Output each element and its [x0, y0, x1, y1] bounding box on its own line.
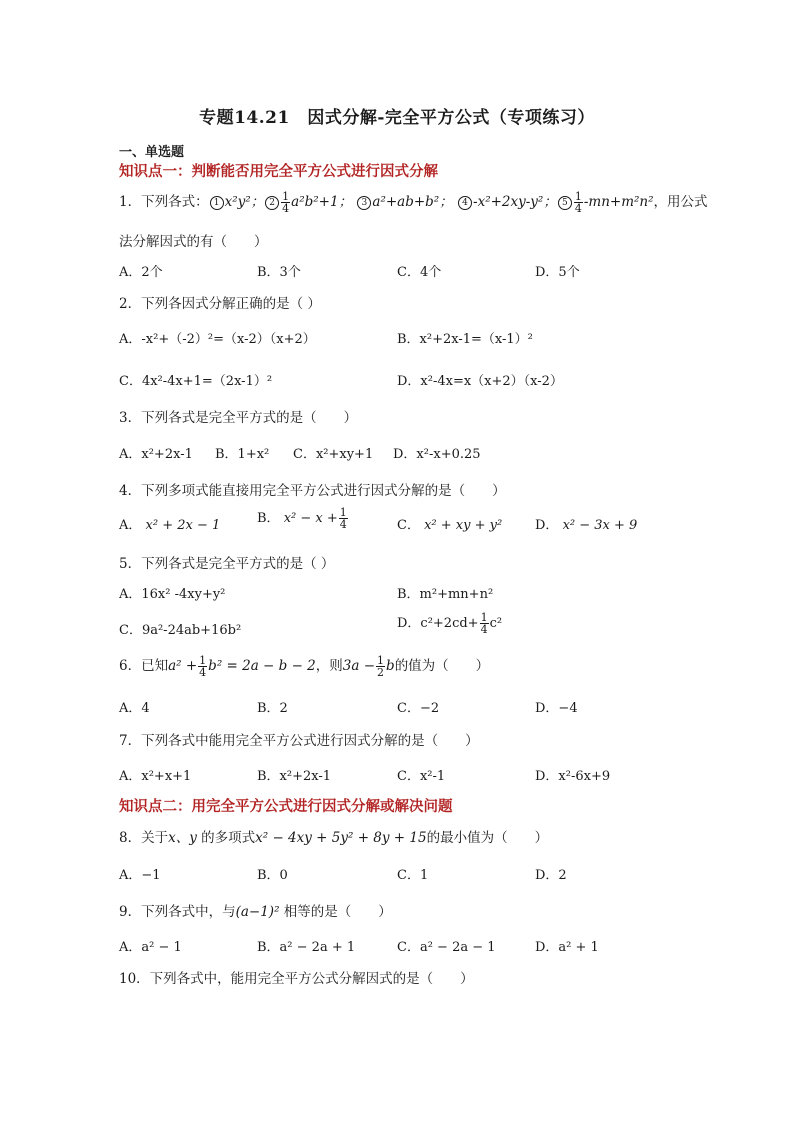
circled-number-2: 2 — [265, 196, 279, 210]
fraction: $\frac{1}{4}$ — [199, 654, 207, 679]
q2-option-b: B．x²+2x-1=（x-1）² — [397, 332, 533, 347]
q7-option-b: B．x²+2x-1 — [257, 769, 332, 784]
knowledge-point-1: 知识点一：判断能否用完全平方公式进行因式分解 — [119, 163, 438, 180]
question-1-stem: 1．下列各式： 1 x²y²； 2 $\frac{1}{4}$ a²b²+1； 3 a²+ab+b²； 4 -x²+2xy-y²； 5 $\frac{1}{4}$ -mn+m²n²，用公式 — [119, 190, 708, 215]
q5-option-b: B．m²+mn+n² — [397, 587, 494, 602]
question-4-stem: 4．下列多项式能直接用完全平方公式进行因式分解的是（ ） — [119, 483, 506, 499]
circled-number-4: 4 — [458, 196, 472, 210]
q3-option-a: A．x²+2x-1 — [119, 447, 193, 462]
q1-option-a: A．2个 — [119, 265, 163, 280]
q5-option-a: A．16x² -4xy+y² — [119, 587, 226, 602]
page-title: 专题14.21 因式分解-完全平方公式（专项练习） — [199, 108, 595, 128]
q8-option-d: D．2 — [535, 868, 567, 883]
q6-option-d: D．−4 — [535, 701, 578, 716]
q4-option-c: C． x² + xy + y² — [397, 518, 503, 533]
question-1-stem-line2: 法分解因式的有（ ） — [119, 234, 268, 250]
q2-option-d: D．x²-4x=x（x+2）（x-2） — [397, 374, 563, 389]
q6-option-c: C．−2 — [397, 701, 440, 716]
question-7-stem: 7．下列各式中能用完全平方公式进行因式分解的是（ ） — [119, 733, 479, 749]
q4-option-a: A． x² + 2x − 1 — [119, 518, 221, 533]
question-5-stem: 5．下列各式是完全平方式的是（ ） — [119, 556, 335, 572]
q9-option-b: B．a² − 2a + 1 — [257, 940, 356, 955]
q8-option-b: B．0 — [257, 868, 288, 883]
circled-number-1: 1 — [210, 196, 224, 210]
q9-option-a: A．a² − 1 — [119, 940, 182, 955]
q5-option-d: D．c²+2cd+ $\frac{1}{4}$ c² — [397, 611, 503, 636]
question-10-stem: 10．下列各式中，能用完全平方公式分解因式的是（ ） — [119, 971, 474, 987]
q2-option-c: C．4x²-4x+1=（2x-1）² — [119, 374, 273, 389]
q1-option-d: D．5个 — [535, 265, 580, 280]
fraction: $\frac{1}{4}$ — [282, 190, 290, 215]
q7-option-c: C．x²-1 — [397, 769, 446, 784]
q9-option-c: C．a² − 2a − 1 — [397, 940, 496, 955]
q9-option-d: D．a² + 1 — [535, 940, 599, 955]
question-2-stem: 2．下列各因式分解正确的是（ ） — [119, 296, 321, 312]
q5-option-c: C．9a²-24ab+16b² — [119, 623, 242, 638]
section-heading: 一、单选题 — [119, 145, 185, 160]
question-3-stem: 3．下列各式是完全平方式的是（ ） — [119, 410, 358, 426]
q1-option-b: B．3个 — [257, 265, 301, 280]
q4-option-b: B． x² − x + $\frac{1}{4}$ — [257, 506, 347, 531]
circled-number-5: 5 — [558, 196, 572, 210]
q2-option-a: A．-x²+（-2）²=（x-2）（x+2） — [119, 332, 316, 347]
q7-option-d: D．x²-6x+9 — [535, 769, 611, 784]
question-9-stem: 9．下列各式中，与(a−1)² 相等的是（ ） — [119, 904, 392, 920]
q6-option-b: B．2 — [257, 701, 288, 716]
circled-number-3: 3 — [357, 196, 371, 210]
fraction: $\frac{1}{4}$ — [574, 190, 582, 215]
q3-option-b: B．1+x² — [215, 447, 270, 462]
q3-option-c: C．x²+xy+1 — [293, 447, 374, 462]
fraction: $\frac{1}{2}$ — [377, 654, 385, 679]
q8-option-c: C．1 — [397, 868, 429, 883]
q4-option-d: D． x² − 3x + 9 — [535, 518, 638, 533]
question-6-stem: 6．已知a² + $\frac{1}{4}$ b² = 2a − b − 2，则3a − $\frac{1}{2}$ b的值为（ ） — [119, 654, 490, 679]
fraction: $\frac{1}{4}$ — [480, 611, 488, 636]
question-8-stem: 8．关于x、y 的多项式x² − 4xy + 5y² + 8y + 15的最小值为（ ） — [119, 830, 549, 846]
knowledge-point-2: 知识点二：用完全平方公式进行因式分解或解决问题 — [119, 798, 453, 815]
q1-option-c: C．4个 — [397, 265, 442, 280]
q3-option-d: D．x²-x+0.25 — [393, 447, 481, 462]
fraction: $\frac{1}{4}$ — [339, 506, 347, 531]
q8-option-a: A．−1 — [119, 868, 161, 883]
q7-option-a: A．x²+x+1 — [119, 769, 192, 784]
q6-option-a: A．4 — [119, 701, 150, 716]
